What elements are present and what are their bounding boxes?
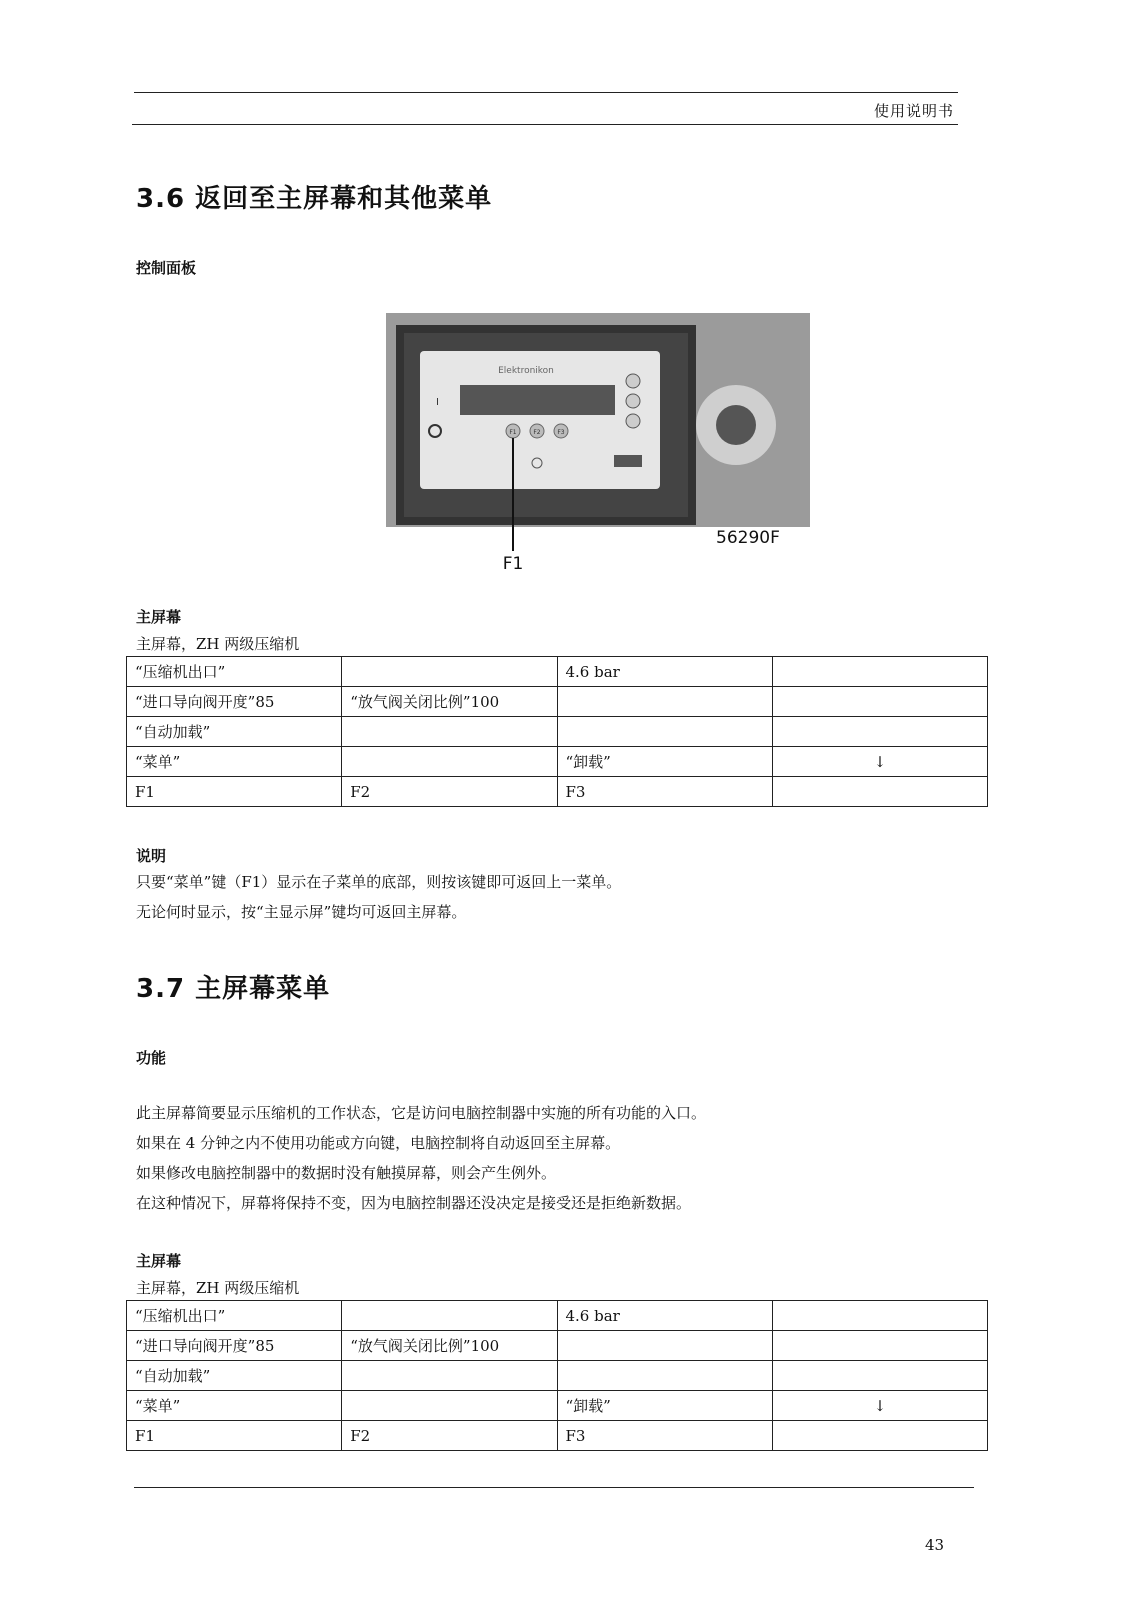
table-cell: F3 <box>557 777 772 807</box>
table-cell <box>557 1361 772 1391</box>
main-screen-heading-2: 主屏幕 <box>136 1252 182 1270</box>
arrow-down-icon: ↓ <box>772 747 987 777</box>
main-screen-table-1 <box>126 656 988 807</box>
table-row <box>127 1361 988 1391</box>
table-row <box>127 687 988 717</box>
table-cell: “卸载” <box>557 1391 772 1421</box>
arrow-down-icon: ↓ <box>772 1391 987 1421</box>
arrow-up-key-icon <box>626 374 640 388</box>
f1-key-label: F1 <box>509 429 517 436</box>
table-cell <box>772 1301 987 1331</box>
brand-label: Elektronikon <box>498 366 554 376</box>
table-cell: “卸载” <box>557 747 772 777</box>
function-line: 在这种情况下，屏幕将保持不变，因为电脑控制器还没决定是接受还是拒绝新数据。 <box>136 1194 692 1212</box>
table-cell <box>772 687 987 717</box>
table-cell: “自动加载” <box>127 1361 342 1391</box>
note-line: 只要“菜单”键（F1）显示在子菜单的底部，则按该键即可返回上一菜单。 <box>136 873 622 891</box>
emergency-stop-button-icon <box>716 405 756 445</box>
f3-key-label: F3 <box>557 429 565 436</box>
section-title-3-7: 3.7 主屏幕菜单 <box>136 974 331 1004</box>
notes-paragraph <box>136 867 621 927</box>
control-panel-figure <box>386 313 810 595</box>
figure-code: 56290F <box>716 528 780 548</box>
control-panel-heading: 控制面板 <box>136 259 197 277</box>
table-cell <box>342 747 557 777</box>
table-cell <box>772 1331 987 1361</box>
table-cell: 4.6 bar <box>557 657 772 687</box>
table-cell <box>772 657 987 687</box>
table-cell <box>772 717 987 747</box>
table-row <box>127 747 988 777</box>
notes-heading: 说明 <box>136 847 167 865</box>
function-line: 此主屏幕简要显示压缩机的工作状态，它是访问电脑控制器中实施的所有功能的入口。 <box>136 1104 707 1122</box>
table-row <box>127 1421 988 1451</box>
table-row <box>127 1331 988 1361</box>
start-button-icon: I <box>436 397 439 408</box>
table-cell: F2 <box>342 1421 557 1451</box>
page-number: 43 <box>925 1536 945 1554</box>
display-window <box>460 385 615 415</box>
table-row <box>127 1391 988 1421</box>
control-panel-illustration <box>386 313 810 595</box>
main-screen-caption-1: 主屏幕，ZH 两级压缩机 <box>136 635 300 653</box>
function-paragraph <box>136 1098 706 1218</box>
function-heading: 功能 <box>136 1049 167 1067</box>
table-cell: “自动加载” <box>127 717 342 747</box>
table-cell: “放气阀关闭比例”100 <box>342 687 557 717</box>
table-cell: F2 <box>342 777 557 807</box>
footer-rule <box>134 1487 974 1488</box>
table-cell: F1 <box>127 777 342 807</box>
table-cell <box>557 1331 772 1361</box>
section-title-3-6: 3.6 返回至主屏幕和其他菜单 <box>136 184 493 214</box>
function-line: 如果修改电脑控制器中的数据时没有触摸屏幕，则会产生例外。 <box>136 1164 557 1182</box>
table-cell <box>342 657 557 687</box>
main-screen-table-2 <box>126 1300 988 1451</box>
table-row <box>127 717 988 747</box>
table-cell: “放气阀关闭比例”100 <box>342 1331 557 1361</box>
table-cell <box>772 777 987 807</box>
tab-key-icon <box>626 394 640 408</box>
header-label: 使用说明书 <box>873 102 954 120</box>
table-cell: “压缩机出口” <box>127 657 342 687</box>
table-cell <box>342 1361 557 1391</box>
table-cell <box>557 687 772 717</box>
table-cell <box>772 1421 987 1451</box>
table-cell: “进口导向阀开度”85 <box>127 687 342 717</box>
table-cell: F1 <box>127 1421 342 1451</box>
table-cell: 4.6 bar <box>557 1301 772 1331</box>
table-cell: “菜单” <box>127 1391 342 1421</box>
manufacturer-logo <box>614 455 642 467</box>
header-rule-top <box>134 92 958 93</box>
table-cell <box>342 1391 557 1421</box>
table-row <box>127 657 988 687</box>
note-line: 无论何时显示，按“主显示屏”键均可返回主屏幕。 <box>136 903 467 921</box>
table-cell: F3 <box>557 1421 772 1451</box>
main-screen-caption-2: 主屏幕，ZH 两级压缩机 <box>136 1279 300 1297</box>
table-cell <box>342 717 557 747</box>
table-row <box>127 1301 988 1331</box>
header-rule-bottom <box>132 124 958 125</box>
table-cell <box>772 1361 987 1391</box>
arrow-down-key-icon <box>626 414 640 428</box>
main-screen-heading-1: 主屏幕 <box>136 608 182 626</box>
table-cell <box>557 717 772 747</box>
callout-label: F1 <box>502 554 524 574</box>
table-cell: “压缩机出口” <box>127 1301 342 1331</box>
function-line: 如果在 4 分钟之内不使用功能或方向键，电脑控制将自动返回至主屏幕。 <box>136 1134 621 1152</box>
table-row <box>127 777 988 807</box>
table-cell <box>342 1301 557 1331</box>
f2-key-label: F2 <box>533 429 541 436</box>
table-cell: “进口导向阀开度”85 <box>127 1331 342 1361</box>
table-cell: “菜单” <box>127 747 342 777</box>
